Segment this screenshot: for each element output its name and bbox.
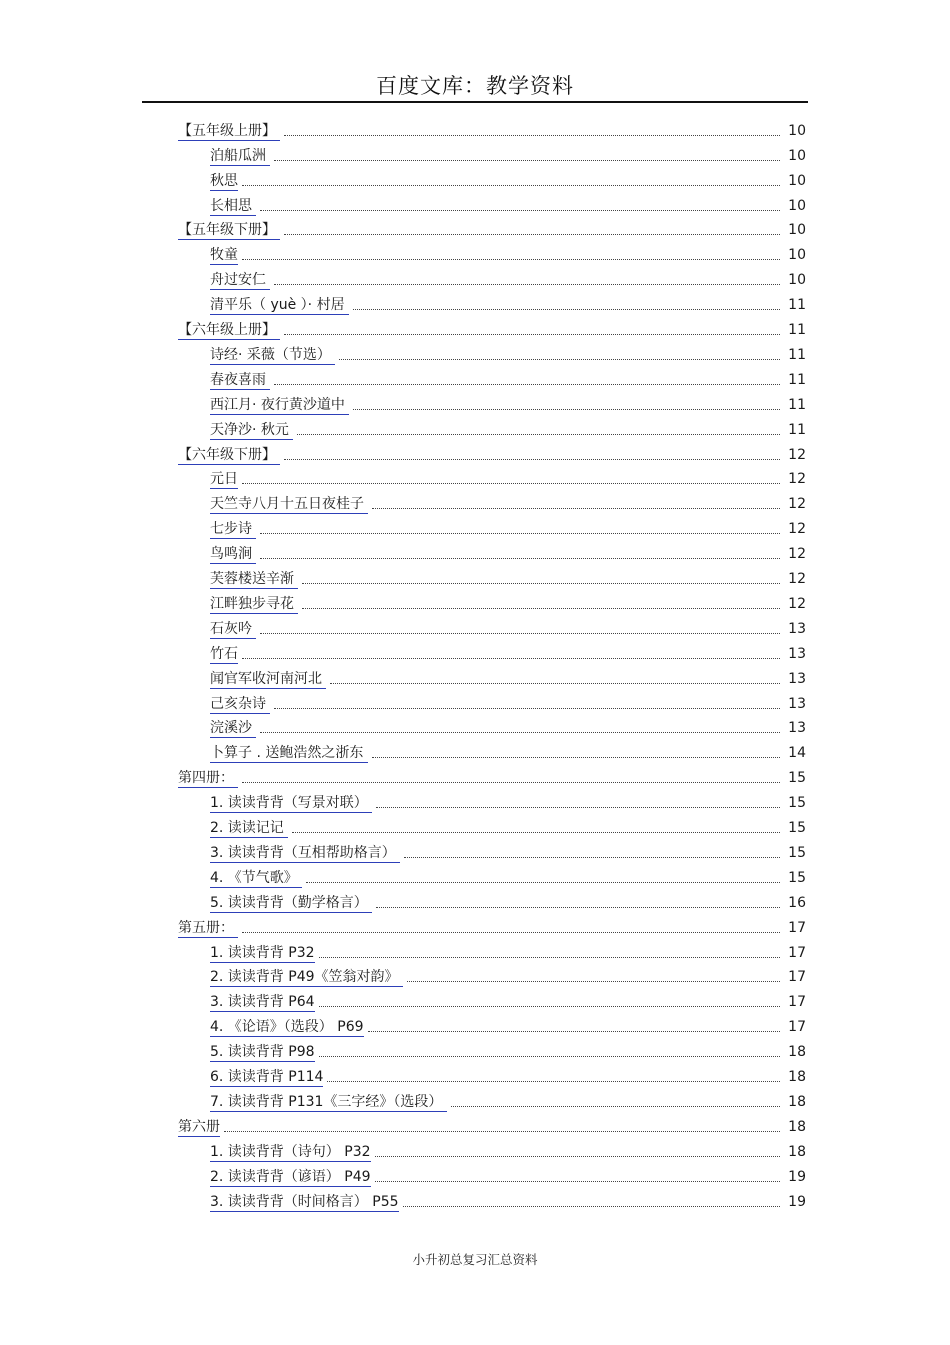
toc-entry-label[interactable]: 3. 读读背背（时间格言） P55 — [210, 1193, 399, 1210]
toc-entry-label[interactable]: 1. 读读背背（写景对联） — [210, 795, 373, 812]
toc-entry[interactable] — [210, 415, 806, 440]
toc-entry-label[interactable]: 第四册： — [178, 770, 239, 787]
toc-page-number: 11 — [788, 371, 806, 388]
toc-entry[interactable] — [210, 1012, 806, 1037]
toc-entry[interactable] — [210, 340, 806, 365]
toc-dot-leader — [274, 284, 780, 285]
toc-entry-label[interactable]: 己亥杂诗 — [210, 695, 271, 712]
toc-entry-label[interactable]: 天净沙· 秋元 — [210, 421, 294, 438]
toc-dot-leader — [353, 309, 780, 310]
toc-entry-label[interactable]: 长相思 — [210, 197, 257, 214]
toc-page-number: 13 — [788, 670, 806, 687]
toc-entry-label[interactable]: 【五年级上册】 — [178, 122, 281, 139]
toc-page-number: 13 — [788, 695, 806, 712]
page-footer: 小升初总复习汇总资料 — [412, 1252, 538, 1267]
toc-page-number: 13 — [788, 620, 806, 637]
toc-dot-leader — [260, 533, 780, 534]
toc-page-number: 17 — [788, 969, 806, 986]
toc-entry[interactable] — [210, 166, 806, 191]
toc-dot-leader — [242, 259, 780, 260]
toc-dot-leader — [224, 1131, 780, 1132]
toc-entry[interactable] — [210, 514, 806, 539]
toc-section-entry[interactable] — [178, 913, 806, 938]
toc-entry[interactable] — [210, 863, 806, 888]
toc-page-number: 12 — [788, 471, 806, 488]
toc-entry[interactable] — [210, 1137, 806, 1162]
toc-entry-label[interactable]: 竹石 — [210, 645, 238, 662]
toc-dot-leader — [376, 907, 780, 908]
toc-entry[interactable] — [210, 813, 806, 838]
toc-section-entry[interactable] — [178, 763, 806, 788]
toc-page-number: 18 — [788, 1069, 806, 1086]
toc-entry-label[interactable]: 1. 读读背背（诗句） P32 — [210, 1143, 371, 1160]
toc-entry[interactable] — [210, 265, 806, 290]
toc-page-number: 10 — [788, 197, 806, 214]
toc-entry-label[interactable]: 清平乐（ yuè ）· 村居 — [210, 297, 350, 314]
toc-entry[interactable] — [210, 290, 806, 315]
toc-page-number: 11 — [788, 297, 806, 314]
toc-entry[interactable] — [210, 689, 806, 714]
toc-section-entry[interactable] — [178, 116, 806, 141]
toc-page-number: 17 — [788, 1019, 806, 1036]
toc-entry[interactable] — [210, 714, 806, 739]
toc-dot-leader — [404, 857, 780, 858]
toc-page-number: 16 — [788, 894, 806, 911]
toc-entry[interactable] — [210, 1162, 806, 1187]
toc-page-number: 12 — [788, 496, 806, 513]
toc-dot-leader — [260, 210, 780, 211]
toc-entry-label[interactable]: 1. 读读背背 P32 — [210, 944, 315, 961]
toc-entry-label[interactable]: 【五年级下册】 — [178, 222, 281, 239]
toc-page-number: 10 — [788, 247, 806, 264]
toc-dot-leader — [302, 608, 780, 609]
toc-entry[interactable] — [210, 739, 806, 764]
toc-entry[interactable] — [210, 639, 806, 664]
toc-page-number: 10 — [788, 222, 806, 239]
toc-page-number: 11 — [788, 322, 806, 339]
toc-entry-label[interactable]: 诗经· 采薇（节选） — [210, 346, 336, 363]
toc-entry-label[interactable]: 4. 《论语》（选段） P69 — [210, 1019, 364, 1036]
toc-entry-label[interactable]: 第五册： — [178, 919, 239, 936]
toc-entry-label[interactable]: 7. 读读背背 P131《三字经》（选段） — [210, 1093, 447, 1110]
toc-entry[interactable] — [210, 1037, 806, 1062]
toc-entry-label[interactable]: 牧童 — [210, 247, 238, 264]
toc-page-number: 12 — [788, 546, 806, 563]
toc-entry[interactable] — [210, 390, 806, 415]
toc-entry[interactable] — [210, 141, 806, 166]
toc-page-number: 13 — [788, 645, 806, 662]
toc-dot-leader — [274, 160, 780, 161]
toc-entry-label[interactable]: 2. 读读记记 — [210, 820, 289, 837]
toc-page-number: 17 — [788, 944, 806, 961]
toc-dot-leader — [319, 1056, 780, 1057]
toc-page-number: 17 — [788, 994, 806, 1011]
toc-page-number: 10 — [788, 122, 806, 139]
toc-page-number: 14 — [788, 745, 806, 762]
toc-dot-leader — [327, 1081, 780, 1082]
toc-entry-label[interactable]: 天竺寺八月十五日夜桂子 — [210, 496, 369, 513]
toc-entry-label[interactable]: 芙蓉楼送辛渐 — [210, 571, 299, 588]
toc-page-number: 10 — [788, 147, 806, 164]
toc-dot-leader — [242, 658, 780, 659]
toc-entry-label[interactable]: 泊船瓜洲 — [210, 147, 271, 164]
toc-page-number: 18 — [788, 1143, 806, 1160]
toc-entry-label[interactable]: 2. 读读背背（谚语） P49 — [210, 1168, 371, 1185]
toc-dot-leader — [376, 807, 780, 808]
toc-dot-leader — [284, 234, 780, 235]
toc-dot-leader — [372, 757, 780, 758]
toc-entry-label[interactable]: 元日 — [210, 471, 238, 488]
toc-entry[interactable] — [210, 1187, 806, 1212]
toc-section-entry[interactable] — [178, 216, 806, 241]
toc-dot-leader — [242, 483, 780, 484]
toc-entry[interactable] — [210, 988, 806, 1013]
header-divider — [142, 101, 808, 103]
toc-dot-leader — [403, 1206, 780, 1207]
toc-page-number: 12 — [788, 571, 806, 588]
toc-dot-leader — [375, 1181, 780, 1182]
toc-dot-leader — [319, 957, 780, 958]
toc-page-number: 11 — [788, 346, 806, 363]
toc-entry[interactable] — [210, 938, 806, 963]
toc-dot-leader — [284, 459, 780, 460]
toc-entry[interactable] — [210, 788, 806, 813]
toc-dot-leader — [260, 732, 780, 733]
toc-entry[interactable] — [210, 241, 806, 266]
toc-entry-label[interactable]: 鸟鸣涧 — [210, 546, 257, 563]
toc-entry[interactable] — [210, 614, 806, 639]
toc-page-number: 18 — [788, 1044, 806, 1061]
toc-dot-leader — [368, 1031, 780, 1032]
toc-entry-label[interactable]: 闻官军收河南河北 — [210, 670, 327, 687]
toc-entry-label[interactable]: 3. 读读背背（互相帮助格言） — [210, 844, 401, 861]
toc-entry-label[interactable]: 浣溪沙 — [210, 720, 257, 737]
toc-entry[interactable] — [210, 664, 806, 689]
toc-page-number: 12 — [788, 446, 806, 463]
toc-dot-leader — [274, 384, 780, 385]
toc-entry[interactable] — [210, 365, 806, 390]
toc-entry-label[interactable]: 4. 《节气歌》 — [210, 869, 303, 886]
toc-entry-label[interactable]: 【六年级下册】 — [178, 446, 281, 463]
toc-page-number: 11 — [788, 396, 806, 413]
toc-dot-leader — [260, 633, 780, 634]
toc-entry-label[interactable]: 江畔独步寻花 — [210, 595, 299, 612]
toc-entry[interactable] — [210, 963, 806, 988]
toc-page-number: 15 — [788, 869, 806, 886]
toc-entry[interactable] — [210, 1087, 806, 1112]
toc-entry-label[interactable]: 秋思 — [210, 172, 238, 189]
toc-entry-label[interactable]: 春夜喜雨 — [210, 371, 271, 388]
toc-entry-label[interactable]: 石灰吟 — [210, 620, 257, 637]
toc-entry[interactable] — [210, 564, 806, 589]
toc-entry-label[interactable]: 2. 读读背背 P49《笠翁对韵》 — [210, 969, 403, 986]
toc-entry[interactable] — [210, 589, 806, 614]
toc-dot-leader — [242, 782, 780, 783]
toc-page-number: 15 — [788, 844, 806, 861]
toc-entry-label[interactable]: 【六年级上册】 — [178, 322, 281, 339]
toc-dot-leader — [339, 359, 780, 360]
toc-dot-leader — [319, 1006, 780, 1007]
toc-dot-leader — [260, 558, 780, 559]
toc-dot-leader — [274, 708, 780, 709]
toc-page-number: 19 — [788, 1193, 806, 1210]
toc-page-number: 15 — [788, 770, 806, 787]
toc-page-number: 18 — [788, 1118, 806, 1135]
toc-page-number: 17 — [788, 919, 806, 936]
toc-entry-label[interactable]: 5. 读读背背 P98 — [210, 1044, 315, 1061]
toc-dot-leader — [292, 832, 780, 833]
toc-dot-leader — [330, 683, 780, 684]
page-title: 百度文库：教学资料 — [376, 74, 574, 98]
toc-section-entry[interactable] — [178, 440, 806, 465]
toc-entry-label[interactable]: 卜算子 . 送鲍浩然之浙东 — [210, 745, 368, 762]
toc-page-number: 15 — [788, 820, 806, 837]
toc-dot-leader — [407, 981, 780, 982]
toc-entry-label[interactable]: 5. 读读背背（勤学格言） — [210, 894, 373, 911]
toc-dot-leader — [242, 185, 780, 186]
toc-dot-leader — [284, 334, 780, 335]
toc-entry-label[interactable]: 舟过安仁 — [210, 272, 271, 289]
toc-dot-leader — [353, 409, 780, 410]
toc-page-number: 10 — [788, 272, 806, 289]
toc-entry-label[interactable]: 3. 读读背背 P64 — [210, 994, 315, 1011]
toc-dot-leader — [375, 1156, 780, 1157]
toc-entry-label[interactable]: 第六册 — [178, 1118, 220, 1135]
toc-page-number: 10 — [788, 172, 806, 189]
toc-entry[interactable] — [210, 539, 806, 564]
toc-entry-label[interactable]: 七步诗 — [210, 521, 257, 538]
toc-page-number: 12 — [788, 595, 806, 612]
toc-entry[interactable] — [210, 465, 806, 490]
toc-entry[interactable] — [210, 838, 806, 863]
toc-page-number: 11 — [788, 421, 806, 438]
toc-page-number: 15 — [788, 795, 806, 812]
toc-entry[interactable] — [210, 1062, 806, 1087]
toc-dot-leader — [284, 135, 780, 136]
toc-dot-leader — [297, 434, 780, 435]
toc-section-entry[interactable] — [178, 1112, 806, 1137]
toc-page-number: 19 — [788, 1168, 806, 1185]
toc-dot-leader — [306, 882, 780, 883]
toc-dot-leader — [451, 1106, 780, 1107]
toc-page-number: 18 — [788, 1093, 806, 1110]
toc-entry-label[interactable]: 6. 读读背背 P114 — [210, 1069, 324, 1086]
toc-dot-leader — [302, 583, 780, 584]
toc-dot-leader — [242, 932, 780, 933]
toc-page-number: 12 — [788, 521, 806, 538]
toc-page-number: 13 — [788, 720, 806, 737]
toc-entry[interactable] — [210, 191, 806, 216]
toc-entry-label[interactable]: 西江月· 夜行黄沙道中 — [210, 396, 350, 413]
toc-dot-leader — [372, 508, 780, 509]
toc-entry[interactable] — [210, 490, 806, 515]
toc-section-entry[interactable] — [178, 315, 806, 340]
toc-entry[interactable] — [210, 888, 806, 913]
